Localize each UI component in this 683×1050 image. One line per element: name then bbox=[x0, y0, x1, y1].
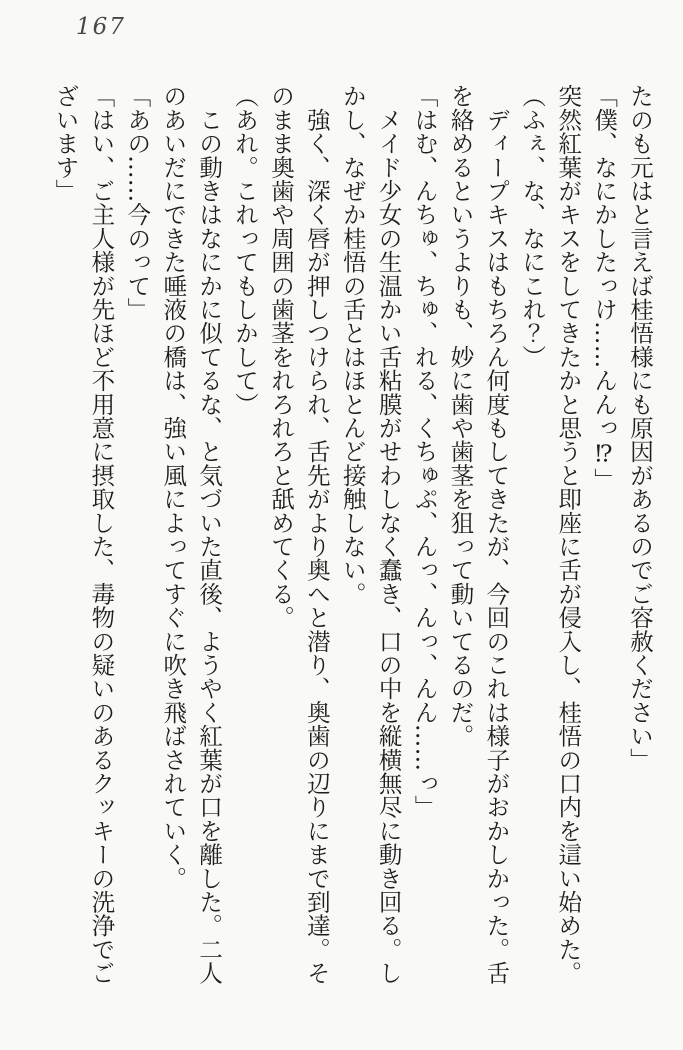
text-line: 強く、深く唇が押しつけられ、舌先がより奥へと潜り、奥歯の辺りにまで到達。そ bbox=[302, 84, 331, 985]
text-line: 「あの……今のって」 bbox=[123, 84, 152, 321]
text-line: メイド少女の生温かい舌粘膜がせわしなく蠢き、口の中を縦横無尽に動き回る。し bbox=[374, 84, 403, 985]
text-line: 「僕、なにかしたっけ……んんっ⁉」 bbox=[590, 84, 619, 492]
text-line: ざいます」 bbox=[51, 84, 80, 203]
text-line: （ふぇ、な、なにこれ？） bbox=[518, 84, 547, 369]
text-line: かし、なぜか桂悟の舌とはほとんど接触しない。 bbox=[338, 84, 367, 606]
text-line: ディープキスはもちろん何度もしてきたが、今回のこれは様子がおかしかった。舌 bbox=[482, 84, 511, 985]
text-line: この動きはなにかに似てるな、と気づいた直後、ようやく紅葉が口を離した。二人 bbox=[195, 84, 224, 985]
text-line: 「はい、ご主人様が先ほど不用意に摂取した、毒物の疑いのあるクッキーの洗浄でご bbox=[87, 84, 116, 985]
text-line: を絡めるというよりも、妙に歯や歯茎を狙って動いてるのだ。 bbox=[446, 84, 475, 748]
text-line: のまま奥歯や周囲の歯茎をれろれろと舐めてくる。 bbox=[266, 84, 295, 630]
page-text bbox=[47, 84, 657, 1006]
page-number: 167 bbox=[76, 14, 126, 40]
text-line: のあいだにできた唾液の橋は、強い風によってすぐに吹き飛ばされていく。 bbox=[159, 84, 188, 890]
text-line: たのも元はと言えば桂悟様にも原因があるのでご容赦ください」 bbox=[626, 84, 654, 772]
text-line: （あれ。これってもしかして） bbox=[231, 84, 260, 416]
text-line: 「はむ、んちゅ、ちゅ、れる、くちゅぷ、んっ、んっ、んん……っ」 bbox=[410, 84, 439, 819]
text-line: 突然紅葉がキスをしてきたかと思うと即座に舌が侵入し、桂悟の口内を這い始めた。 bbox=[554, 84, 583, 985]
